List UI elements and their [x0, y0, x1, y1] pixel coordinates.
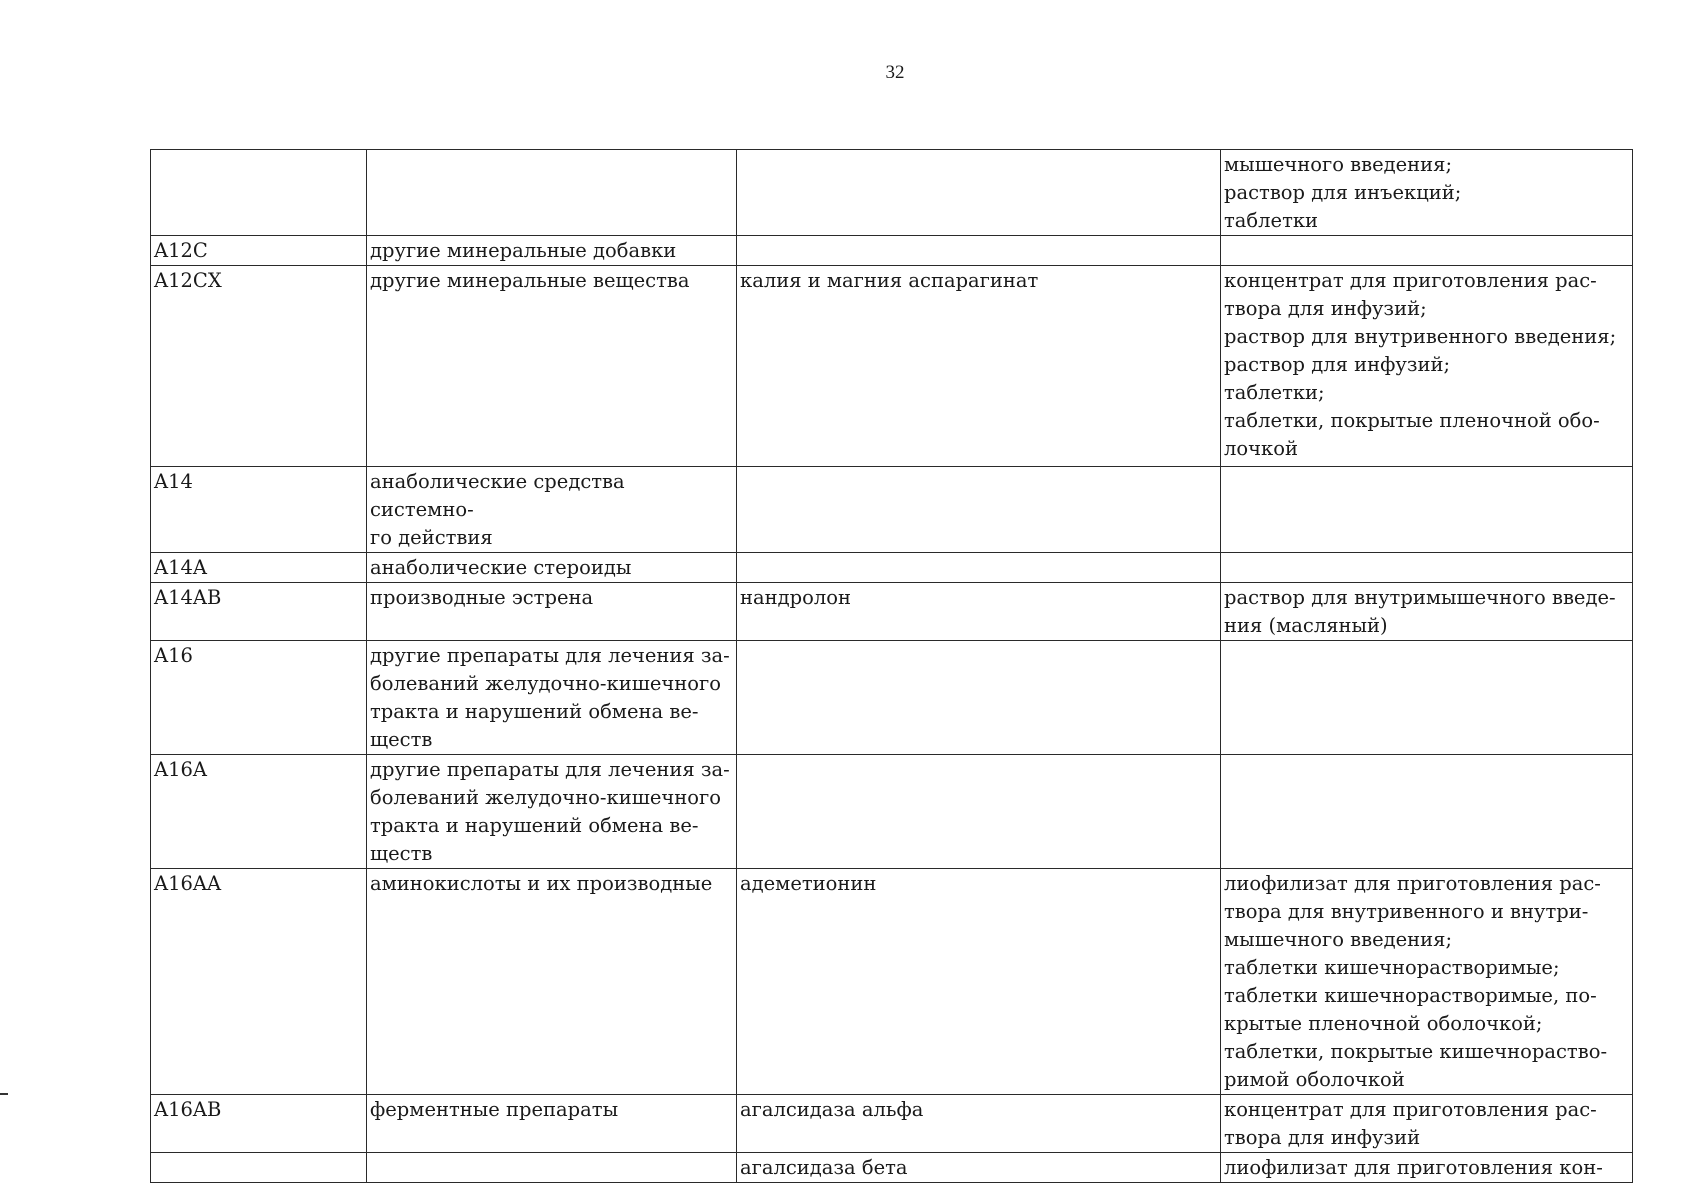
atc-code-cell [151, 150, 367, 236]
dosage-form-line: ния (масляный) [1224, 614, 1388, 637]
atc-code: A16AB [154, 1098, 222, 1121]
atc-code-cell [151, 553, 367, 583]
atc-code-cell [151, 583, 367, 641]
group-name-line: болеваний желудочно-кишечного [370, 786, 721, 809]
dosage-form-line: твора для инфузий [1224, 1126, 1421, 1149]
table-row [151, 1153, 1633, 1183]
dosage-form-line: концентрат для приготовления рас- [1224, 269, 1597, 292]
drug-name-line: агалсидаза бета [740, 1156, 908, 1179]
drug-name-cell [737, 467, 1221, 553]
dosage-form-cell [1221, 150, 1633, 236]
atc-code: A12CX [154, 269, 222, 292]
drug-name-cell [737, 869, 1221, 1095]
drug-name-cell [737, 553, 1221, 583]
group-name-cell [367, 1153, 737, 1183]
dosage-form-line: лиофилизат для приготовления рас- [1224, 872, 1601, 895]
table-row [151, 1095, 1633, 1153]
atc-code-cell [151, 1095, 367, 1153]
atc-code: A12C [154, 239, 208, 262]
group-name-line: ферментные препараты [370, 1098, 619, 1121]
dosage-form-line: таблетки кишечнорастворимые; [1224, 956, 1560, 979]
group-name-line: другие препараты для лечения за- [370, 758, 730, 781]
drug-name-line: агалсидаза альфа [740, 1098, 924, 1121]
group-name-line: тракта и нарушений обмена ве- [370, 814, 699, 837]
group-name-line: болеваний желудочно-кишечного [370, 672, 721, 695]
group-name-line: анаболические стероиды [370, 556, 632, 579]
dosage-form-line: раствор для внутривенного введения; [1224, 325, 1617, 348]
dosage-form-line: раствор для инфузий; [1224, 353, 1451, 376]
atc-code: A16A [154, 758, 207, 781]
dosage-form-line: твора для внутривенного и внутри- [1224, 900, 1589, 923]
table-row [151, 583, 1633, 641]
table-row [151, 869, 1633, 1095]
table-body [151, 150, 1633, 1183]
drug-name-cell [737, 150, 1221, 236]
group-name-cell [367, 641, 737, 755]
dosage-form-cell [1221, 467, 1633, 553]
atc-code-cell [151, 467, 367, 553]
atc-code: A14A [154, 556, 207, 579]
dosage-form-line: таблетки, покрытые пленочной обо- [1224, 409, 1600, 432]
drug-name-line: нандролон [740, 586, 851, 609]
group-name-line: анаболические средства системно- [370, 470, 625, 521]
dosage-form-line: таблетки [1224, 209, 1319, 232]
table-row [151, 641, 1633, 755]
group-name-cell [367, 150, 737, 236]
table-row [151, 266, 1633, 467]
dosage-form-line: мышечного введения; [1224, 153, 1453, 176]
atc-code-cell [151, 1153, 367, 1183]
dosage-form-line: раствор для инъекций; [1224, 181, 1462, 204]
dosage-form-line: раствор для внутримышечного введе- [1224, 586, 1616, 609]
table-row [151, 236, 1633, 266]
margin-mark [0, 1093, 8, 1095]
drug-name-cell [737, 1095, 1221, 1153]
dosage-form-line: таблетки, покрытые кишечнораство- [1224, 1040, 1608, 1063]
group-name-line: другие минеральные добавки [370, 239, 677, 262]
drug-name-cell [737, 266, 1221, 467]
drug-name-line: калия и магния аспарагинат [740, 269, 1039, 292]
atc-code: A16 [154, 644, 193, 667]
group-name-cell [367, 1095, 737, 1153]
group-name-line: другие минеральные вещества [370, 269, 690, 292]
table-row [151, 150, 1633, 236]
atc-code: A14AB [154, 586, 222, 609]
group-name-line: производные эстрена [370, 586, 594, 609]
group-name-line: тракта и нарушений обмена ве- [370, 700, 699, 723]
group-name-line: ществ [370, 728, 433, 751]
drug-name-cell [737, 755, 1221, 869]
dosage-form-line: твора для инфузий; [1224, 297, 1427, 320]
dosage-form-line: концентрат для приготовления рас- [1224, 1098, 1597, 1121]
atc-code-cell [151, 869, 367, 1095]
dosage-form-cell [1221, 553, 1633, 583]
group-name-cell [367, 583, 737, 641]
dosage-form-cell [1221, 583, 1633, 641]
group-name-cell [367, 869, 737, 1095]
drug-name-cell [737, 641, 1221, 755]
dosage-form-cell [1221, 266, 1633, 467]
dosage-form-line: крытые пленочной оболочкой; [1224, 1012, 1543, 1035]
dosage-form-line: таблетки; [1224, 381, 1325, 404]
drug-name-cell [737, 583, 1221, 641]
table-row [151, 467, 1633, 553]
group-name-cell [367, 755, 737, 869]
dosage-form-cell [1221, 869, 1633, 1095]
drug-name-cell [737, 1153, 1221, 1183]
dosage-form-line: римой оболочкой [1224, 1068, 1405, 1091]
dosage-form-cell [1221, 755, 1633, 869]
atc-code-cell [151, 236, 367, 266]
dosage-form-line: лочкой [1224, 437, 1298, 460]
drug-name-line: адеметионин [740, 872, 877, 895]
dosage-form-line: лиофилизат для приготовления кон- [1224, 1156, 1603, 1179]
drug-table [150, 149, 1633, 1183]
atc-code-cell [151, 755, 367, 869]
dosage-form-cell [1221, 236, 1633, 266]
group-name-cell [367, 467, 737, 553]
group-name-cell [367, 553, 737, 583]
atc-code: A14 [154, 470, 193, 493]
dosage-form-line: таблетки кишечнорастворимые, по- [1224, 984, 1597, 1007]
atc-code-cell [151, 641, 367, 755]
table-row [151, 553, 1633, 583]
group-name-cell [367, 236, 737, 266]
atc-code-cell [151, 266, 367, 467]
group-name-line: другие препараты для лечения за- [370, 644, 730, 667]
group-name-line: го действия [370, 526, 493, 549]
table-row [151, 755, 1633, 869]
page-number: 32 [885, 62, 905, 83]
atc-code: A16AA [154, 872, 222, 895]
group-name-line: ществ [370, 842, 433, 865]
group-name-line: аминокислоты и их производные [370, 872, 713, 895]
dosage-form-cell [1221, 1095, 1633, 1153]
drug-name-cell [737, 236, 1221, 266]
dosage-form-cell [1221, 641, 1633, 755]
dosage-form-line: мышечного введения; [1224, 928, 1453, 951]
group-name-cell [367, 266, 737, 467]
dosage-form-cell [1221, 1153, 1633, 1183]
